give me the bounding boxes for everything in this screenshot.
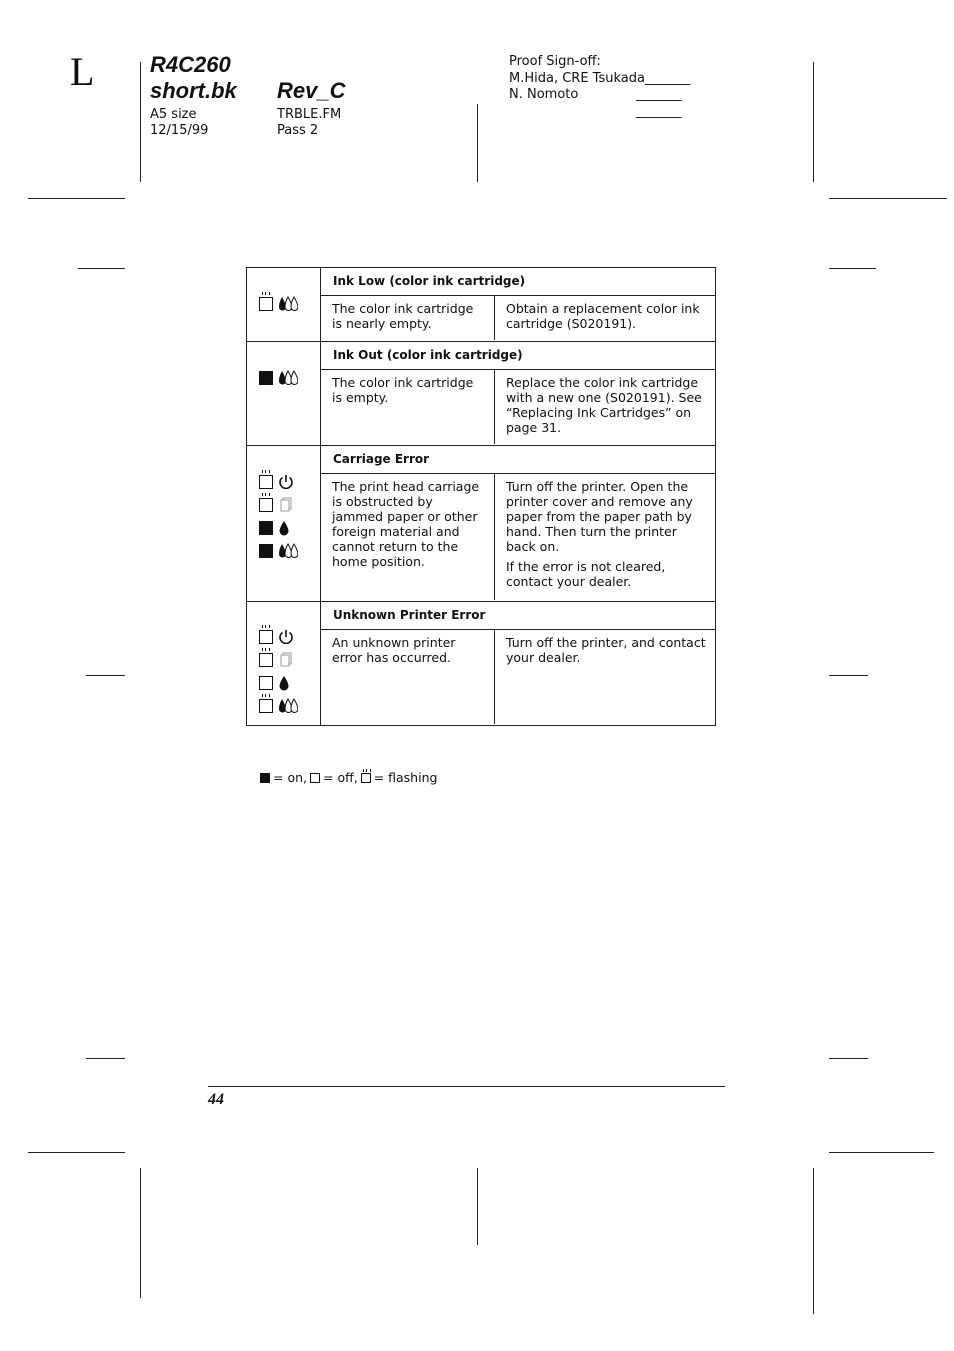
light-flashing-icon [259,498,273,512]
crop-mark [829,1152,934,1153]
proof-signer-2: N. Nomoto [509,87,579,102]
light-off-icon [310,773,320,783]
error-title: Ink Out (color ink cartridge) [321,342,715,370]
signature-blank: _______ [636,87,682,102]
crop-mark [829,198,947,199]
color-ink-icon [278,370,298,386]
legend-flashing: = flashing [373,770,438,785]
crop-mark [829,268,876,269]
light-off-icon [259,676,273,690]
crop-mark [78,268,125,269]
proof-signer-1: M.Hida, CRE Tsukada_______ [509,71,691,86]
error-cause: An unknown printer error has occurred. [321,630,495,724]
table-row [247,342,715,446]
error-remedy: Replace the color ink cartridge with a new one (S020191). See “Replacing Ink Cartridges” on page 31. [506,375,702,435]
color-ink-icon [278,296,298,312]
crop-mark [140,62,141,182]
paper-icon [278,497,294,513]
proof-title: Proof Sign-off: [509,54,601,69]
light-flashing-icon [361,773,371,783]
error-cause: The color ink cartridge is nearly empty. [321,296,495,340]
black-ink-icon [278,675,290,691]
color-ink-icon [278,698,298,714]
error-cause: The print head carriage is obstructed by jammed paper or other foreign material and cannot return to the home position. [321,474,495,600]
error-remedy: Obtain a replacement color ink cartridge (S020191). [506,301,700,331]
pass: Pass 2 [277,123,319,138]
light-on-icon [260,773,270,783]
light-flashing-icon [259,297,273,311]
error-title: Ink Low (color ink cartridge) [321,268,715,296]
error-remedy: Turn off the printer, and contact your dealer. [506,635,706,665]
legend [260,770,437,785]
light-on-icon [259,371,273,385]
light-flashing-icon [259,699,273,713]
color-ink-icon [278,543,298,559]
error-table [246,267,716,726]
crop-mark [477,1168,478,1245]
light-flashing-icon [259,653,273,667]
light-flashing-icon [259,630,273,644]
signature-blank: _______ [636,104,682,119]
error-cause: The color ink cartridge is empty. [321,370,495,444]
indicator-cell [247,446,321,601]
error-remedy-note: If the error is not cleared, contact your dealer. [506,559,666,589]
indicator-cell [247,342,321,445]
crop-mark [829,675,868,676]
page-number: 44 [208,1091,224,1108]
crop-mark [813,62,814,182]
error-title: Carriage Error [321,446,715,474]
crop-mark [28,198,125,199]
table-row [247,602,715,725]
light-on-icon [259,544,273,558]
date: 12/15/99 [150,123,209,138]
crop-mark [829,1058,868,1059]
footer-rule [208,1086,725,1087]
page-size: A5 size [150,107,197,122]
light-flashing-icon [259,475,273,489]
doc-id: R4C260 [150,52,231,77]
crop-mark [140,1168,141,1298]
crop-mark [28,1152,125,1153]
file-name: TRBLE.FM [277,107,342,122]
crop-mark [86,675,125,676]
table-row [247,446,715,602]
crop-mark [477,104,478,182]
crop-mark [813,1168,814,1314]
error-title: Unknown Printer Error [321,602,715,630]
table-row [247,268,715,342]
indicator-cell [247,602,321,725]
crop-mark [86,1058,125,1059]
error-remedy [495,474,715,600]
error-remedy-text: Turn off the printer. Open the printer cover and remove any paper from the paper path by hand. Then turn the printer back on. [506,479,693,554]
revision: Rev_C [277,78,346,103]
power-icon [278,474,294,490]
black-ink-icon [278,520,290,536]
light-on-icon [259,521,273,535]
power-icon [278,629,294,645]
corner-letter: L [70,49,95,94]
legend-off: = off, [323,770,358,785]
book-name: short.bk [150,78,237,103]
legend-on: = on, [273,770,307,785]
paper-icon [278,652,294,668]
indicator-cell [247,268,321,341]
